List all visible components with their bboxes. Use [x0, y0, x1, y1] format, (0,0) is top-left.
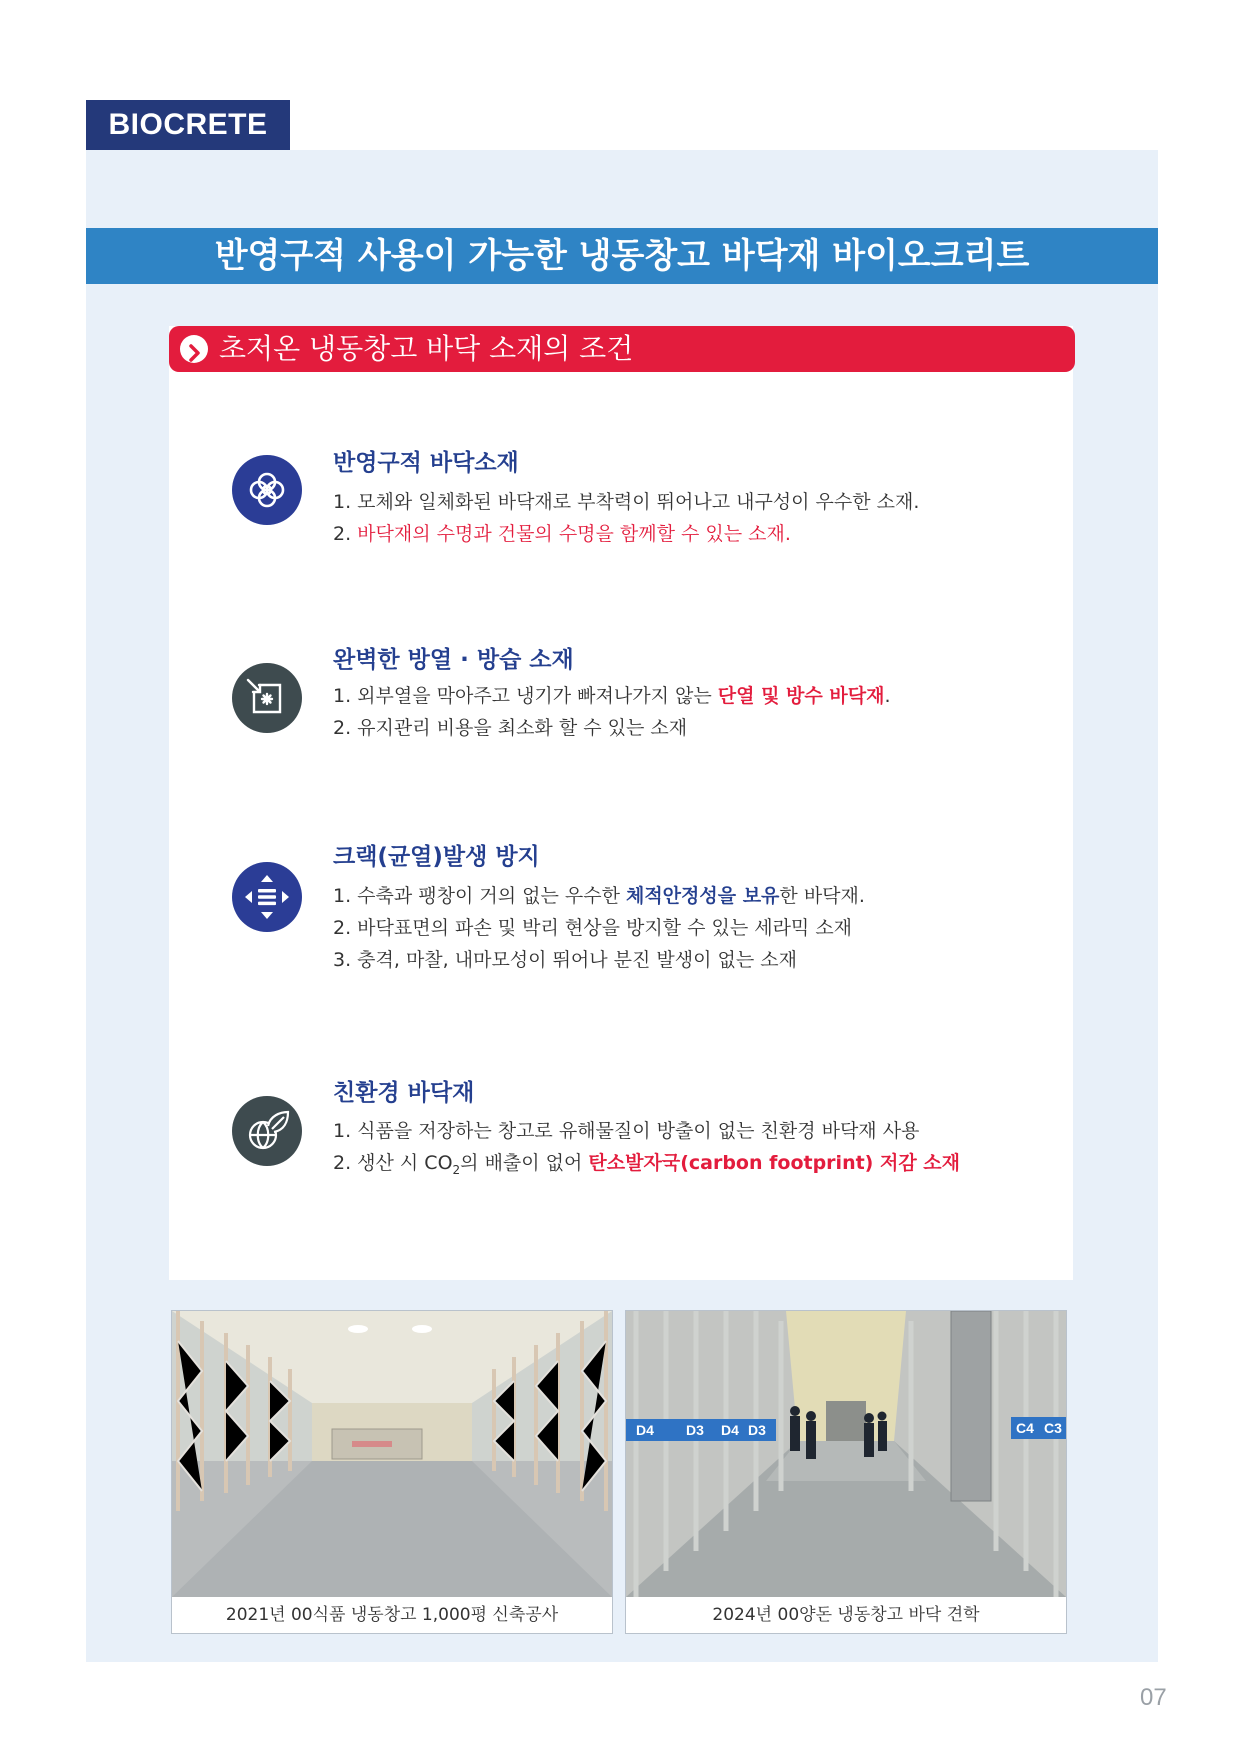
rack-label: D3 — [748, 1422, 766, 1438]
brand-label: BIOCRETE — [86, 100, 290, 150]
insulation-icon — [232, 663, 302, 733]
photo-card-2 — [625, 1310, 1067, 1634]
feature-line — [333, 881, 865, 908]
rack-label: D4 — [721, 1422, 739, 1438]
line-prefix: 1. 외부열을 막아주고 냉기가 빠져나가지 않는 — [333, 685, 718, 707]
feature-line — [333, 1148, 960, 1177]
photo-caption: 2021년 00식품 냉동창고 1,000평 신축공사 — [225, 1605, 559, 1625]
warehouse-photo-1 — [172, 1311, 612, 1597]
highlight-text: 탄소발자국(carbon footprint) 저감 소재 — [588, 1152, 961, 1174]
rack-label: C4 — [1016, 1420, 1034, 1436]
feature-permanent-floor — [232, 444, 1032, 554]
line-suffix: 한 바닥재. — [779, 885, 865, 907]
photo-card-1 — [171, 1310, 613, 1634]
line-prefix: 2. — [333, 523, 358, 545]
page-number: 07 — [1140, 1684, 1167, 1711]
feature-eco-friendly — [232, 1074, 1032, 1184]
feature-line: 1. 모체와 일체화된 바닥재로 부착력이 뛰어나고 내구성이 우수한 소재. — [333, 491, 920, 513]
feature-line — [333, 519, 791, 546]
line-prefix: 2. 생산 시 CO — [333, 1152, 453, 1174]
eco-globe-leaf-icon — [232, 1096, 302, 1166]
line-suffix: . — [884, 685, 891, 707]
rack-label: C3 — [1044, 1420, 1062, 1436]
feature-line: 2. 유지관리 비용을 최소화 할 수 있는 소재 — [333, 717, 688, 739]
feature-title: 친환경 바닥재 — [333, 1080, 475, 1106]
rack-label: D3 — [686, 1422, 704, 1438]
photo-caption: 2024년 00양돈 냉동창고 바닥 견학 — [712, 1605, 980, 1625]
highlight-text: 체적안정성을 보유 — [625, 885, 780, 907]
section-header — [169, 326, 1075, 372]
feature-line: 2. 바닥표면의 파손 및 박리 현상을 방지할 수 있는 세라믹 소재 — [333, 917, 853, 939]
warehouse-photo-2 — [626, 1311, 1066, 1597]
subscript: 2 — [452, 1162, 461, 1177]
feature-title: 완벽한 방열 · 방습 소재 — [333, 647, 574, 673]
line-middle: 의 배출이 없어 — [460, 1152, 589, 1174]
chevron-right-circle-icon — [180, 335, 208, 363]
expand-arrows-icon — [232, 862, 302, 932]
headline-banner: 반영구적 사용이 가능한 냉동창고 바닥재 바이오크리트 — [86, 228, 1158, 284]
highlight-text: 단열 및 방수 바닥재 — [717, 685, 885, 707]
feature-insulation — [232, 641, 1032, 751]
rack-label: D4 — [636, 1422, 654, 1438]
highlight-text: 바닥재의 수명과 건물의 수명을 함께할 수 있는 소재. — [357, 523, 791, 545]
feature-line: 3. 충격, 마찰, 내마모성이 뛰어나 분진 발생이 없는 소재 — [333, 949, 797, 971]
section-title: 초저온 냉동창고 바닥 소재의 조건 — [219, 332, 634, 365]
line-prefix: 1. 수축과 팽창이 거의 없는 우수한 — [333, 885, 626, 907]
feature-title: 반영구적 바닥소재 — [333, 450, 519, 476]
feature-title: 크랙(균열)발생 방지 — [333, 844, 540, 870]
feature-line: 1. 식품을 저장하는 창고로 유해물질이 방출이 없는 친환경 바닥재 사용 — [333, 1120, 920, 1142]
feature-crack-prevention — [232, 838, 1032, 978]
flower-icon — [232, 455, 302, 525]
feature-line — [333, 681, 890, 708]
